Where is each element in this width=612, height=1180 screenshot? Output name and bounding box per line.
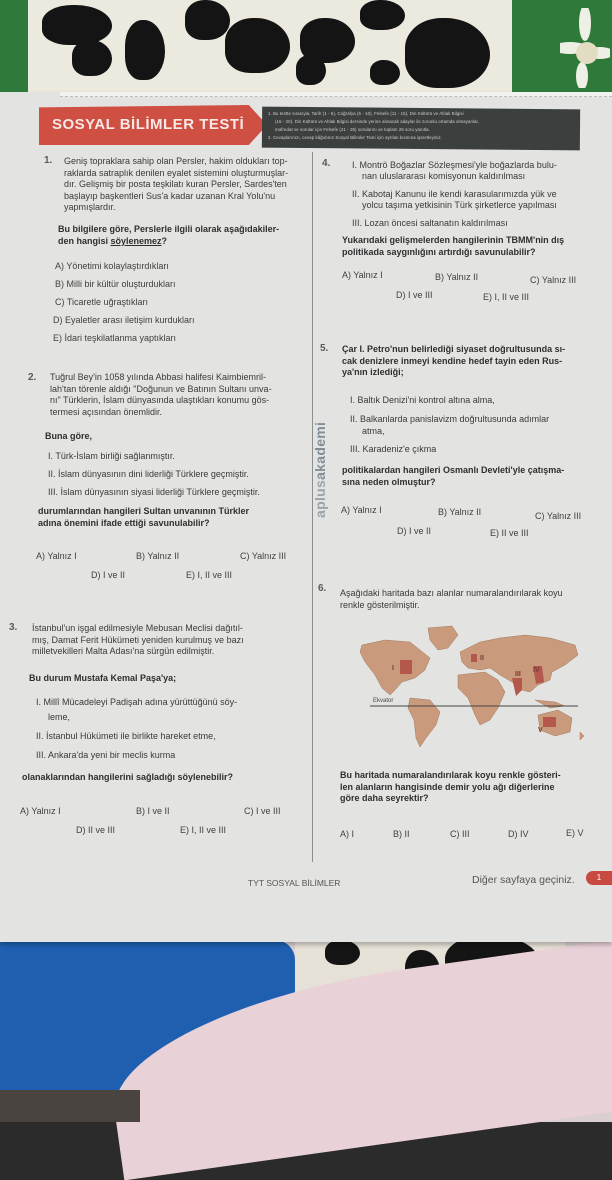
publisher-watermark: aplusakademi xyxy=(312,421,328,518)
question-stem: Geniş topraklara sahip olan Persler, hakim oldukları top- raklarda satraplık denilen eyalet sistemini oluşturmuşlar- dır. Gelişmiş bir posta teşkilatı kuran Persler, Sardes'ten başlayıp başkentleri Sus'a kadar uzanan Kral Yolu'nu yapmışlardır. xyxy=(64,156,289,213)
answer-option-a[interactable]: A) Yalnız I xyxy=(20,806,61,816)
region-I xyxy=(400,660,412,674)
instruction-line: müfredat ve sorular için Felsefe (21 - 25) sorularını ve toplam 25 soru yanıtla. xyxy=(275,127,430,132)
answer-option-e[interactable]: E) II ve III xyxy=(490,528,529,538)
question-number: 5. xyxy=(320,343,329,354)
answer-option-a[interactable]: A) I xyxy=(340,829,355,839)
answer-option-a[interactable]: A) Yalnız I xyxy=(341,505,382,515)
cow-spot xyxy=(360,0,405,30)
cow-spot xyxy=(42,5,112,45)
answer-option-e[interactable]: E) I, II ve III xyxy=(186,570,233,580)
answer-option-c[interactable]: C) Yalnız III xyxy=(240,551,287,561)
statement-2-continued: atma, xyxy=(362,426,385,436)
answer-option-d[interactable]: D) Eyaletler arası iletişim kurdukları xyxy=(53,315,195,325)
question-number: 1. xyxy=(44,155,53,166)
answer-option-e[interactable]: E) İdari teşkilatlanma yaptıkları xyxy=(53,333,177,343)
footer-section-label: TYT SOSYAL BİLİMLER xyxy=(248,878,341,888)
statement-3: III. İslam dünyasının siyasi liderliği Türklere geçmiştir. xyxy=(48,487,260,497)
question-prompt: olanaklarından hangilerini sağladığı söylenebilir? xyxy=(22,772,234,782)
statement-2: II. Balkanlarda panislavizm doğrultusunda adımlar xyxy=(350,414,550,424)
answer-option-a[interactable]: A) Yalnız I xyxy=(342,270,383,280)
answer-option-d[interactable]: D) IV xyxy=(508,829,529,839)
green-fabric-left xyxy=(0,0,28,95)
cow-spot xyxy=(370,60,400,85)
statement-1: I. Baltık Denizi'ni kontrol altına alma, xyxy=(350,395,495,405)
svg-text:II: II xyxy=(480,655,484,662)
page-number-badge: 1 xyxy=(586,871,612,885)
statement-3: III. Karadeniz'e çıkma xyxy=(350,444,437,454)
statement-2: II. Kabotaj Kanunu ile kendi karasularımızda yük ve xyxy=(352,189,557,199)
question-number: 4. xyxy=(322,158,331,169)
cow-spot xyxy=(125,20,165,80)
instruction-line: 1. Bu testte sırasıyla, Tarih (1 - 5), Coğrafya (6 - 10), Felsefe (11 - 15), Din Kültürü ve Ahlak Bilgisi xyxy=(268,111,464,116)
region-II xyxy=(471,654,477,662)
world-map xyxy=(340,620,590,748)
question-prompt: Bu haritada numaralandırılarak koyu renkle gösteri- len alanların hangisinde demir yolu ağı diğerlerine göre daha seyrektir? xyxy=(340,770,561,804)
answer-option-b[interactable]: B) Yalnız II xyxy=(438,507,482,517)
statement-3: III. Lozan öncesi saltanatın kaldırılması xyxy=(352,218,508,228)
answer-option-c[interactable]: C) Ticaretle uğraştıkları xyxy=(55,297,149,307)
region-V xyxy=(543,717,556,727)
question-prompt: durumlarından hangileri Sultan unvanının Türkler adına önemini ifade ettiği savunulabilir? xyxy=(38,506,250,528)
question-prompt: politikalardan hangileri Osmanlı Devleti'yle çatışma- sına neden olmuştur? xyxy=(342,465,565,487)
question-stem: İstanbul'un işgal edilmesiyle Mebusan Meclisi dağıtıl- mış, Damat Ferit Hükümeti yeniden kurulmuş ve bazı milletvekilleri Malta Adası'na sürgün edilmiştir. xyxy=(32,623,244,657)
question-lead: Bu durum Mustafa Kemal Paşa'ya; xyxy=(29,673,177,683)
answer-option-a[interactable]: A) Yönetimi kolaylaştırdıkları xyxy=(55,261,169,271)
next-page-hint: Diğer sayfaya geçiniz. xyxy=(472,874,575,886)
fabric-background-top xyxy=(0,0,612,95)
answer-option-d[interactable]: D) I ve II xyxy=(91,570,126,580)
page-edge xyxy=(60,92,612,97)
question-number: 3. xyxy=(9,622,18,633)
answer-option-b[interactable]: B) Yalnız II xyxy=(136,551,180,561)
answer-option-e[interactable]: E) I, II ve III xyxy=(483,292,530,302)
statement-1: I. Montrö Boğazlar Sözleşmesi'yle boğazlarda bulu- xyxy=(352,160,557,170)
statement-2: II. İslam dünyasının dini liderliği Türklere geçmiştir. xyxy=(48,469,249,479)
test-title: SOSYAL BİLİMLER TESTİ xyxy=(52,116,245,133)
answer-option-b[interactable]: B) II xyxy=(393,829,410,839)
statement-1: I. Millî Mücadeleyi Padişah adına yürüttüğünü söy- xyxy=(36,697,238,707)
svg-text:IV: IV xyxy=(533,667,540,674)
statement-2-continued: yolcu taşıma yetkisinin Türk şirketlerce yapılması xyxy=(362,200,557,210)
answer-option-d[interactable]: D) II ve III xyxy=(76,825,116,835)
answer-option-a[interactable]: A) Yalnız I xyxy=(36,551,77,561)
answer-option-c[interactable]: C) Yalnız III xyxy=(535,511,582,521)
cow-spot xyxy=(296,55,326,85)
cow-spot xyxy=(185,0,230,40)
answer-option-e[interactable]: E) V xyxy=(566,828,584,838)
question-number: 2. xyxy=(28,372,37,383)
question-number: 6. xyxy=(318,583,327,594)
statement-2: II. İstanbul Hükümeti ile birlikte hareket etme, xyxy=(36,731,216,741)
cow-spot xyxy=(72,40,112,76)
statement-3: III. Ankara'da yeni bir meclis kurma xyxy=(36,750,176,760)
answer-option-d[interactable]: D) I ve II xyxy=(397,526,432,536)
question-stem: Çar I. Petro'nun belirlediği siyaset doğrultusunda sı- cak denizlere inmeyi kendine hedef tayin eden Rus- ya'nın izlediği; xyxy=(342,344,566,378)
statement-1: I. Türk-İslam birliği sağlanmıştır. xyxy=(48,451,175,461)
answer-option-b[interactable]: B) Yalnız II xyxy=(435,272,479,282)
question-lead: Buna göre, xyxy=(45,431,93,441)
answer-option-c[interactable]: C) Yalnız III xyxy=(530,275,577,285)
question-prompt: Bu bilgilere göre, Perslerle ilgili olarak aşağıdakiler- den hangisi söylenemez? xyxy=(58,224,280,246)
answer-option-d[interactable]: D) I ve III xyxy=(396,290,433,300)
answer-option-b[interactable]: B) I ve II xyxy=(136,806,170,816)
flower-icon xyxy=(560,8,610,88)
answer-option-c[interactable]: C) I ve III xyxy=(244,806,281,816)
answer-option-e[interactable]: E) I, II ve III xyxy=(180,825,227,835)
question-stem: Tuğrul Bey'in 1058 yılında Abbasi halifesi Kaimbiemril- lah'tan törenle aldığı "Doğunun ve Batının Sultanı unva- nı" Türklerin, İslam dünyasında ulaştıkları konumu gös- termesi açısından önemlidir. xyxy=(50,372,272,417)
svg-text:I: I xyxy=(392,665,394,672)
question-stem: Aşağıdaki haritada bazı alanlar numaralandırılarak koyu renkle gösterilmiştir. xyxy=(340,588,563,610)
question-prompt: Yukarıdaki gelişmelerden hangilerinin TBMM'nin dış politikada saygınlığını artırdığı savunulabilir? xyxy=(342,235,565,257)
answer-option-c[interactable]: C) III xyxy=(450,829,470,839)
svg-text:III: III xyxy=(515,671,521,678)
statement-1-continued: nan uluslararası komisyonun kaldırılması xyxy=(362,171,526,181)
svg-text:V: V xyxy=(538,727,543,734)
cow-spot xyxy=(225,18,290,73)
cow-spot xyxy=(405,18,490,88)
floor-shadow xyxy=(0,1090,140,1122)
instruction-line: 2. Cevaplarınızı, cevap kâğıdının Sosyal Bilimler Testi için ayrılan kısmına işaretleyiniz. xyxy=(268,135,443,140)
instruction-line: (16 - 20). Din Kültürü ve Ahlak Bilgisi dersinde yerine alınacak adaylar ile zorunlu ortamda olmayanlar, xyxy=(275,119,480,124)
equator-label: Ekvator xyxy=(373,698,394,704)
answer-option-b[interactable]: B) Milli bir kültür oluşturdukları xyxy=(55,279,176,289)
region-III xyxy=(512,678,522,696)
statement-1-continued: leme, xyxy=(48,712,71,722)
